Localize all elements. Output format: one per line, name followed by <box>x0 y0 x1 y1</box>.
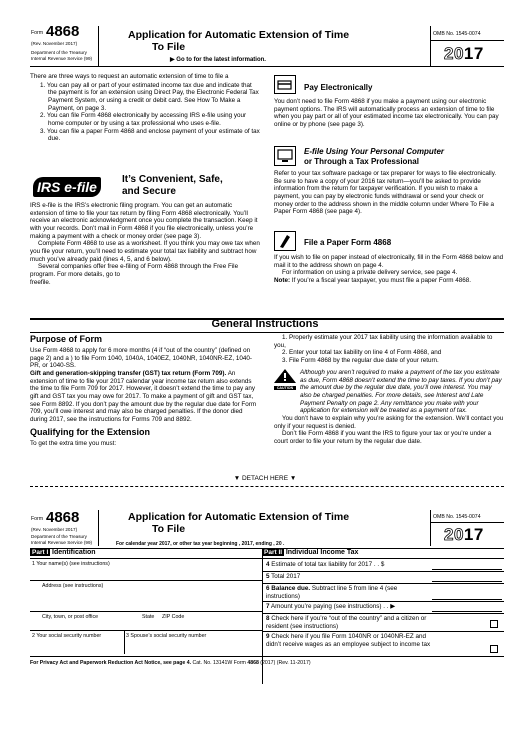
part1-header <box>30 549 262 558</box>
qualifying-title: Qualifying for the Extension <box>30 426 151 437</box>
name-field-label: 1 Your name(s) (see instructions) <box>32 561 110 567</box>
caution-icon: CAUTION <box>274 369 296 390</box>
detach-dashed-line <box>30 486 504 487</box>
left-column <box>30 73 260 143</box>
tax-year: 2017 <box>444 44 484 63</box>
way-1: 1. You can pay all or part of your estimated income tax due and indicate that the payment is for an extension using Direct Pay, the Electronic Federal Tax Payment System, or using a credit or debit card. See How To Make a Payment, on page 3. <box>40 81 259 112</box>
line-4-input[interactable] <box>432 567 502 570</box>
part2-header <box>262 549 504 558</box>
way-3: 3. You can file a paper Form 4868 and enclose payment of your estimate of tax due. <box>40 127 260 143</box>
line-5: 5 Total 2017 <box>266 573 301 580</box>
zip-field-label: ZIP Code <box>162 614 185 620</box>
zip-field[interactable] <box>162 613 260 627</box>
form-label: Form <box>31 30 44 36</box>
address-field[interactable] <box>42 582 260 610</box>
ssn-field-label: 2 Your social security number <box>32 633 102 639</box>
requirements-section <box>274 334 504 365</box>
cat-number: Cat. No. 13141W <box>192 660 233 666</box>
way-2: 2. You can file Form 4868 electronically by accessing IRS e-file using your home computer or by using a tax professional who uses e-file. <box>40 112 247 128</box>
voucher-form-label: Form <box>31 516 44 522</box>
efile-paragraph: IRS e-file is the IRS’s electronic filing program. You can get an automatic extension of time to file your tax return by filing Form 4868 electronically. You’ll receive an electronic acknowledgment once you complete the transaction. Keep it with your records. Don’t mail in Form 4868 if you file electronically, unless you’re making a payment with a check or money order (see page 3). <box>30 202 258 240</box>
part2-title: Individual Income Tax <box>285 549 359 556</box>
voucher-title-line1: Application for Automatic Extension of Time <box>128 511 350 523</box>
voucher-form-number: 4868 <box>46 509 80 526</box>
general-instructions-title: General Instructions <box>211 318 319 330</box>
line-9: 9 Check here if you file Form 1040NR or 1040NR-EZ and didn’t receive wages as an employee subject to income tax <box>266 633 431 648</box>
state-field-label: State <box>142 614 155 620</box>
purpose-title: Purpose of Form <box>30 334 103 344</box>
freefile-link[interactable]: freefile. <box>30 278 51 286</box>
paper-file-text: If you wish to file on paper instead of electronically, fill in the Form 4868 below and mail it to the address shown on page 4. <box>274 254 504 269</box>
privacy-notice: For Privacy Act and Paperwork Reduction Act Notice, see page 4. <box>30 660 192 666</box>
irs-efile-logo: IRS e-file <box>33 177 101 197</box>
detach-line: ▼ DETACH HERE ▼ <box>233 475 297 482</box>
line-4: 4 Estimate of total tax liability for 2017 . . $ <box>266 561 385 568</box>
left-column-body <box>30 202 260 286</box>
city-field[interactable] <box>42 613 142 627</box>
form-rev: (Rev. November 2017) <box>31 41 78 46</box>
gst-paragraph: Gift and generation-skipping transfer (GST) tax return (Form 709). An extension of time to file your 2017 calendar year income tax return also extends the time to file Form 709 for 2017. However, it doesn’t extend the time to pay any gift and GST tax you may owe for 2017. To make a payment of gift and GST tax, see Form 8892. If you don’t pay the amount due by the regular due date for Form 709, you’ll owe interest and may also be charged penalties. If the donor died during 2017, see the instructions for Forms 709 and 8892. <box>30 369 257 424</box>
line-6: 6 Balance due. Subtract line 5 from line 4 (see instructions) <box>266 585 398 600</box>
omb-number: OMB No. 1545-0074 <box>433 31 481 37</box>
line-5-input[interactable] <box>432 579 502 582</box>
efile-computer-title-2: or Through a Tax Professional <box>304 157 419 166</box>
voucher-footer <box>30 660 504 666</box>
form-title-line2: To File <box>152 41 186 53</box>
line-9-checkbox[interactable] <box>490 645 498 653</box>
voucher-dept-treasury: Department of the Treasury <box>31 534 87 539</box>
line-6-input[interactable] <box>432 597 502 600</box>
spouse-ssn-field[interactable] <box>126 632 260 654</box>
line-8: 8 Check here if you’re “out of the country” and a citizen or resident (see instructions) <box>266 615 427 630</box>
convenient-title: It’s Convenient, Safe, and Secure <box>122 174 223 197</box>
freefile-paragraph: Several companies offer free e-filing of Form 4868 through the Free File program. For more details, go to <box>30 263 239 279</box>
address-field-label: Address (see instructions) <box>42 583 104 589</box>
intro-text: There are three ways to request an automatic extension of time to file a <box>30 73 229 80</box>
paper-file-text-block <box>274 254 504 285</box>
qualifying-text: To get the extra time you must: <box>30 439 117 447</box>
requirement-3: 3. File Form 4868 by the regular due date of your return. <box>282 357 439 365</box>
line-7-input[interactable] <box>432 609 502 612</box>
form-number: 4868 <box>46 23 80 40</box>
voucher-omb-number: OMB No. 1545-0074 <box>433 514 481 520</box>
form-title-line1: Application for Automatic Extension of Time <box>128 29 350 41</box>
goto-line: ▶ Go to for the latest information. <box>170 57 266 63</box>
efile-computer-text: Refer to your tax software package or tax preparer for ways to file electronically. Be sure to have a copy of your 2016 tax return—you’ll be asked to provide information from the return for taxpayer verification. If you wish to make a payment, you can pay by electronic funds withdrawal or send your check or money order to the address shown in the middle column under Where To File a Paper Form 4868 (see page 4). <box>274 170 497 216</box>
requirement-2: 2. Enter your total tax liability on line 4 of Form 4868, and <box>282 349 442 357</box>
spouse-ssn-field-label: 3 Spouse’s social security number <box>126 633 207 639</box>
worksheet-paragraph: Complete Form 4868 to use as a worksheet. If you think you may owe tax when you file your return, you’ll need to estimate your total tax liability and subtract how much you’ve already paid (lines 4, 5, and 6 below). <box>30 240 260 263</box>
ssn-field[interactable] <box>32 632 124 654</box>
part1-label: Part I <box>32 549 49 556</box>
paper-file-title: File a Paper Form 4868 <box>304 238 392 247</box>
voucher-title-line2: To File <box>152 523 186 535</box>
fiscal-year-line: For calendar year 2017, or other tax year beginning , 2017, ending , 20 . <box>116 541 285 547</box>
caution-text: Although you aren’t required to make a payment of the tax you estimate as due, Form 4868 doesn’t extend the time to pay taxes. If you don’t pay the amount due by the regular due date, you’ll owe interest. You may also be charged penalties. For more details, see Interest and Late Payment Penalty on page 2. Any remittance you make with your application for extension will be treated as a payment of tax. <box>300 369 502 415</box>
voucher-dept-irs: Internal Revenue Service (99) <box>31 540 93 545</box>
pay-electronically-text: You don’t need to file Form 4868 if you make a payment using our electronic payment options. The IRS will automatically process an extension of time to file when you pay part or all of your estimated income tax electronically. You can pay online or by phone (see page 3). <box>274 98 499 129</box>
pay-electronically-icon <box>274 75 296 94</box>
name-field[interactable] <box>32 560 260 580</box>
voucher-form-rev: (Rev. November 2017) <box>31 527 78 532</box>
line-8-checkbox[interactable] <box>490 620 498 628</box>
state-field[interactable] <box>142 613 162 627</box>
part1-title: Identification <box>52 549 96 556</box>
dept-irs: Internal Revenue Service (99) <box>31 56 93 61</box>
purpose-text: Use Form 4868 to apply for 6 more months (4 if “out of the country” (defined on page 2) and a ) to file Form 1040, 1040A, 1040EZ, 1040NR, 1040NR-EZ, 1040-PR, or 1040-SS. <box>30 346 252 370</box>
part2-label: Part II <box>264 549 283 556</box>
voucher-tax-year: 2017 <box>444 525 484 544</box>
efile-computer-title-1: E-file Using Your Personal Computer <box>304 147 445 156</box>
line-7: 7 Amount you’re paying (see instructions) . . ▶ <box>266 603 396 610</box>
fiscal-note: Note: If you’re a fiscal year taxpayer, you must file a paper Form 4868. <box>274 277 472 285</box>
dept-treasury: Department of the Treasury <box>31 50 87 55</box>
explain-text: You don’t have to explain why you’re asking for the extension. We’ll contact you only if your request is denied. <box>274 415 504 430</box>
purpose-section <box>30 334 260 447</box>
dont-file-text: Don’t file Form 4868 if you want the IRS to figure your tax or you’re under a court order to file your return by the regular due date. <box>274 430 492 446</box>
paper-file-icon <box>274 231 296 251</box>
delivery-text: For information on using a private delivery service, see page 4. <box>282 269 458 277</box>
pay-electronically-title: Pay Electronically <box>304 83 373 92</box>
computer-icon <box>274 146 296 166</box>
city-field-label: City, town, or post office <box>42 614 99 620</box>
requirements-extra <box>274 415 504 446</box>
requirement-1: 1. Properly estimate your 2017 tax liability using the information available to you, <box>274 334 493 349</box>
form-footer-id: Form 4868 (2017) (Rev. 11-2017) <box>233 660 311 666</box>
